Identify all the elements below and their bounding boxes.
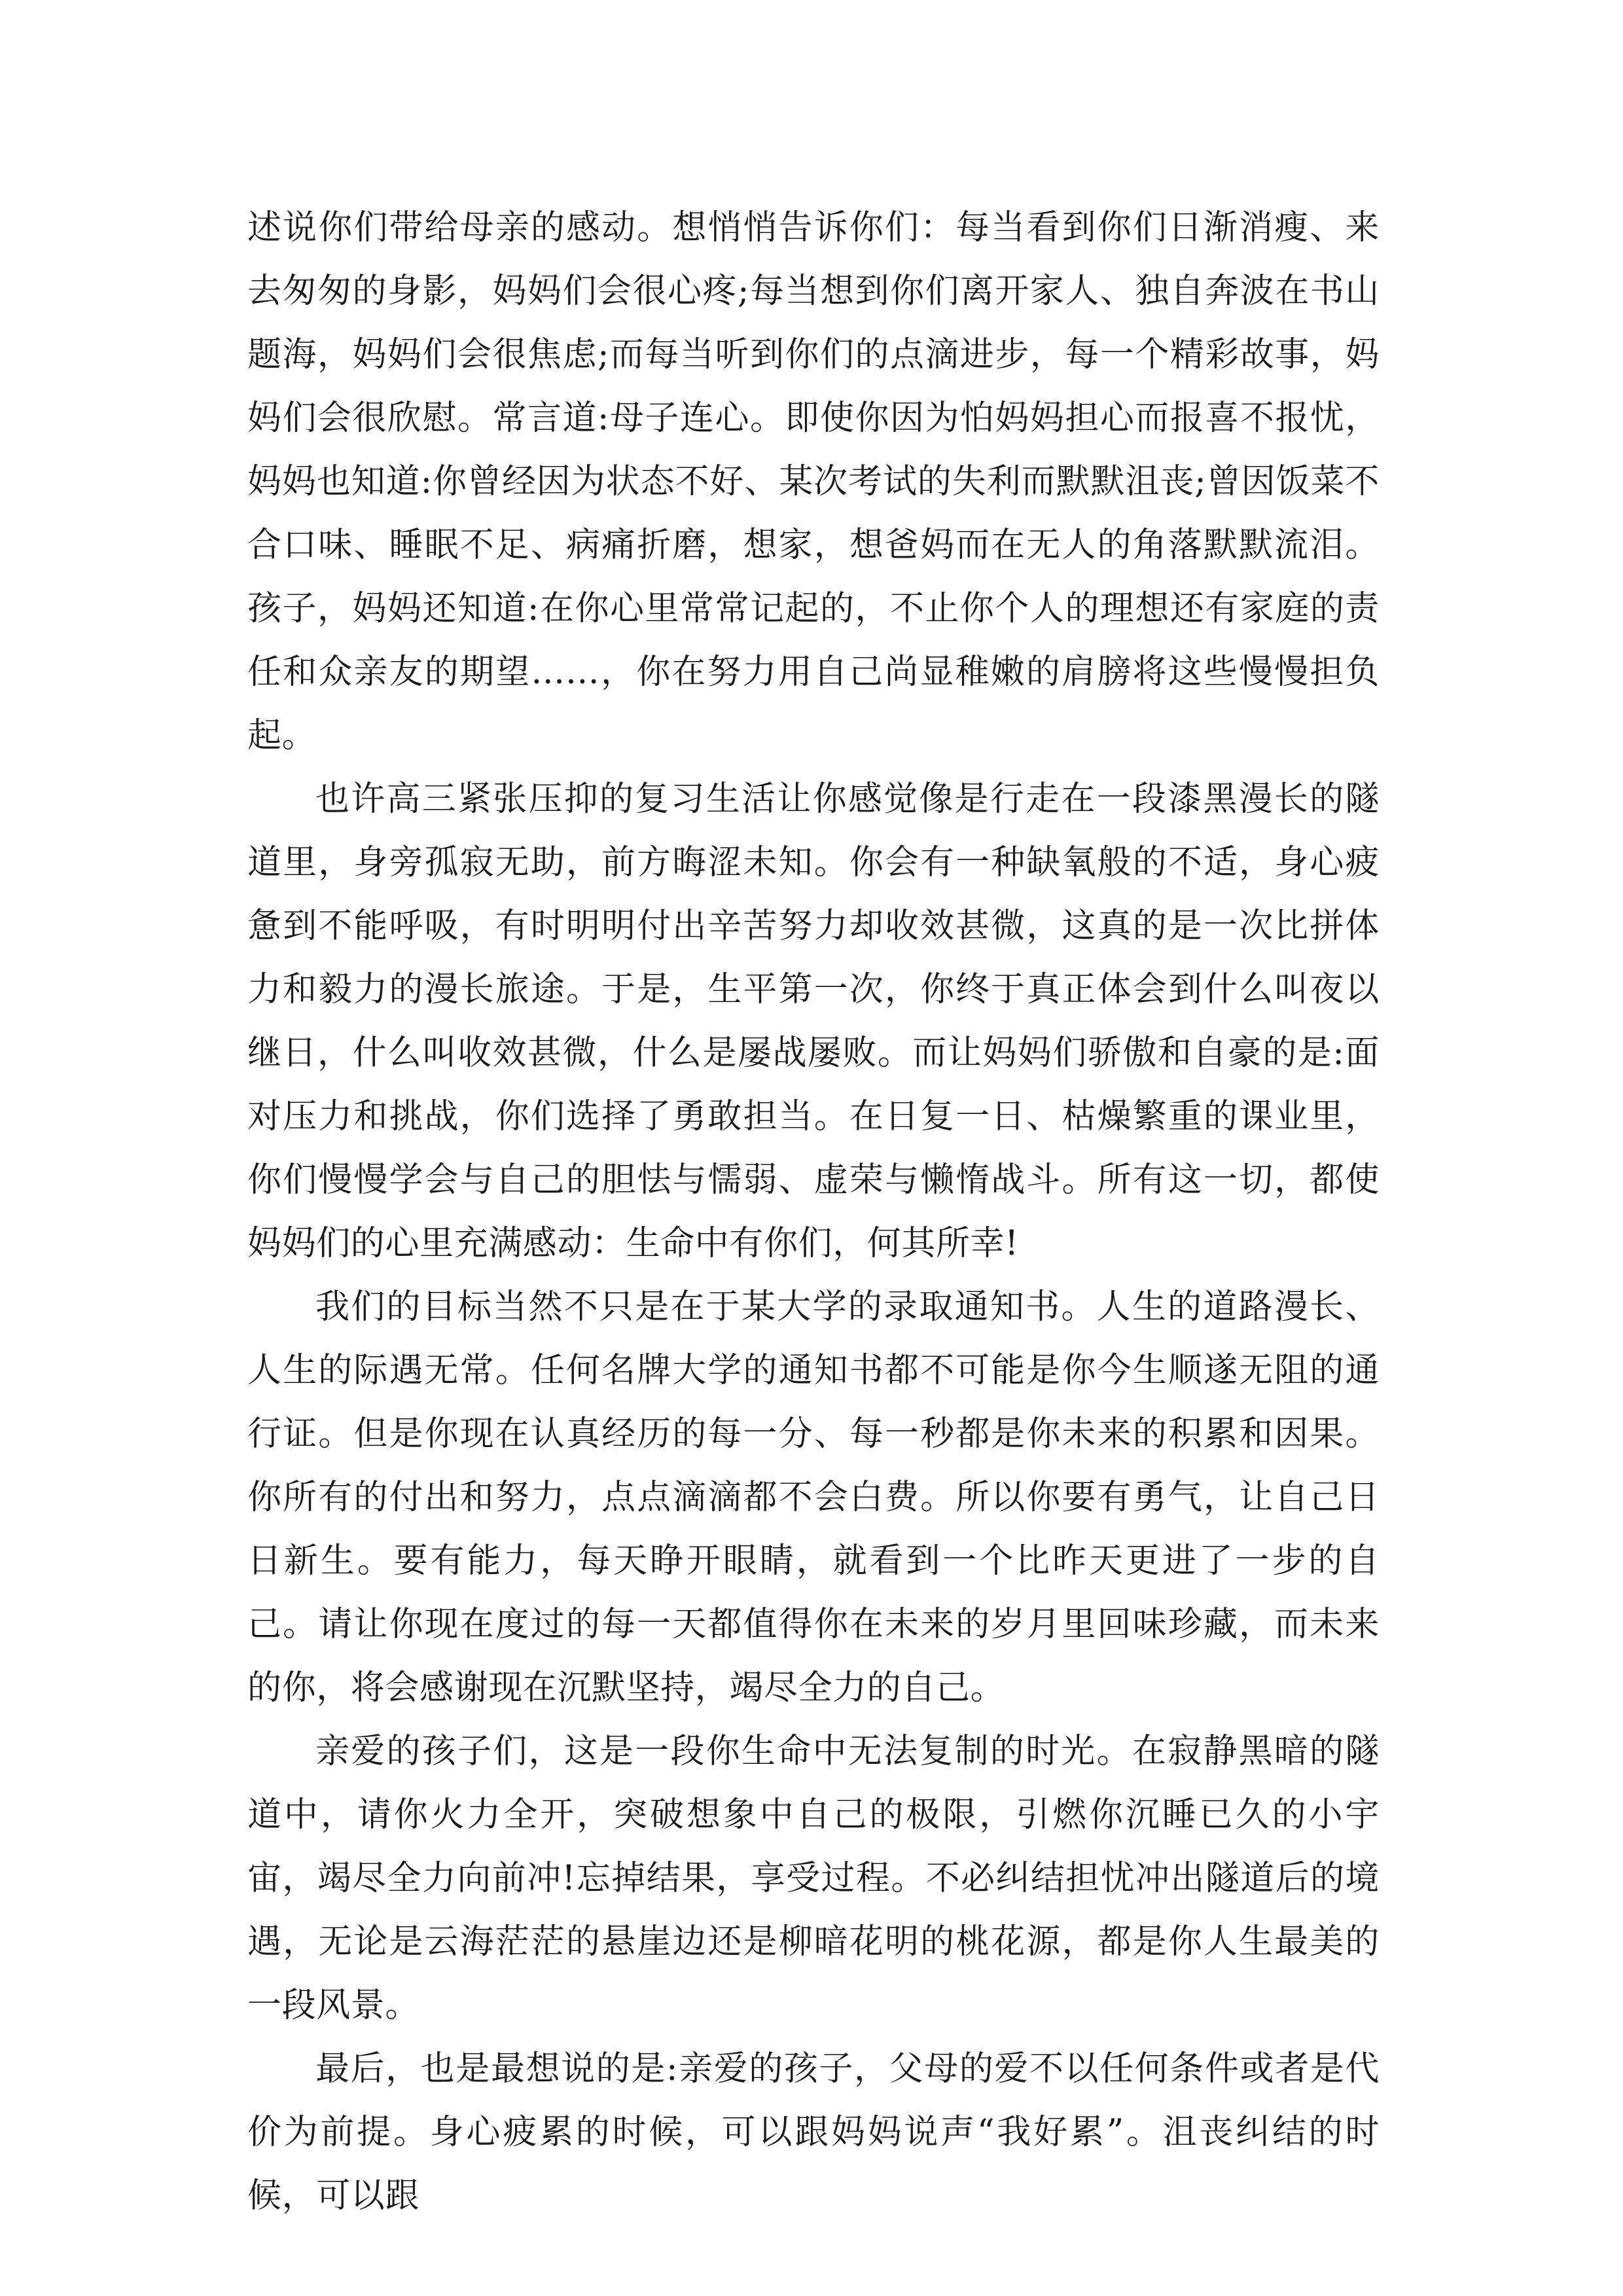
paragraph-1: 述说你们带给母亲的感动。想悄悄告诉你们：每当看到你们日渐消瘦、来去匆匆的身影，妈妈们会很心疼;每当想到你们离开家人、独自奔波在书山题海，妈妈们会很焦虑;而每当听到你们的点滴进步，每一个精彩故事，妈妈们会很欣慰。常言道:母子连心。即使你因为怕妈妈担心而报喜不报忧，妈妈也知道:你曾经因为状态不好、某次考试的失利而默默沮丧;曾因饭菜不合口味、睡眠不足、病痛折磨，想家，想爸妈而在无人的角落默默流泪。孩子，妈妈还知道:在你心里常常记起的，不止你个人的理想还有家庭的责任和众亲友的期望……，你在努力用自己尚显稚嫩的肩膀将这些慢慢担负起。 xyxy=(247,208,1380,755)
paragraph-4: 亲爱的孩子们，这是一段你生命中无法复制的时光。在寂静黑暗的隧道中，请你火力全开，突破想象中自己的极限，引燃你沉睡已久的小宇宙，竭尽全力向前冲!忘掉结果，享受过程。不必纠结担忧冲出隧道后的境遇，无论是云海茫茫的悬崖边还是柳暗花明的桃花源，都是你人生最美的一段风景。 xyxy=(247,1732,1380,2025)
document-body xyxy=(247,196,1380,2228)
paragraph-2: 也许高三紧张压抑的复习生活让你感觉像是行走在一段漆黑漫长的隧道里，身旁孤寂无助，前方晦涩未知。你会有一种缺氧般的不适，身心疲惫到不能呼吸，有时明明付出辛苦努力却收效甚微，这真的是一次比拼体力和毅力的漫长旅途。于是，生平第一次，你终于真正体会到什么叫夜以继日，什么叫收效甚微，什么是屡战屡败。而让妈妈们骄傲和自豪的是:面对压力和挑战，你们选择了勇敢担当。在日复一日、枯燥繁重的课业里，你们慢慢学会与自己的胆怯与懦弱、虚荣与懒惰战斗。所有这一切，都使妈妈们的心里充满感动：生命中有你们，何其所幸! xyxy=(247,780,1380,1263)
paragraph-3: 我们的目标当然不只是在于某大学的录取通知书。人生的道路漫长、人生的际遇无常。任何名牌大学的通知书都不可能是你今生顺遂无阻的通行证。但是你现在认真经历的每一分、每一秒都是你未来的积累和因果。你所有的付出和努力，点点滴滴都不会白费。所以你要有勇气，让自己日日新生。要有能力，每天睁开眼睛，就看到一个比昨天更进了一步的自己。请让你现在度过的每一天都值得你在未来的岁月里回味珍藏，而未来的你，将会感谢现在沉默坚持，竭尽全力的自己。 xyxy=(247,1287,1380,1708)
paragraph-5: 最后，也是最想说的是:亲爱的孩子，父母的爱不以任何条件或者是代价为前提。身心疲累的时候，可以跟妈妈说声“我好累”。沮丧纠结的时候，可以跟 xyxy=(247,2049,1380,2215)
